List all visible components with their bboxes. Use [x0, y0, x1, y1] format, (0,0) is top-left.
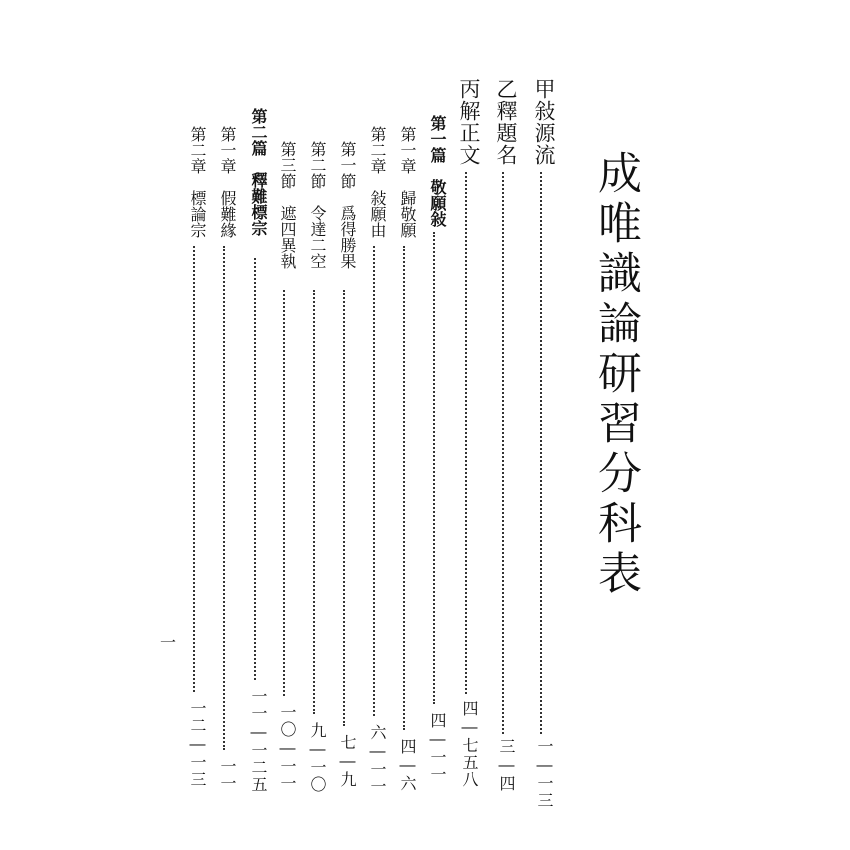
toc-entry-section-1	[336, 0, 358, 850]
leader-dots	[313, 290, 315, 714]
toc-entry-label: 第二篇 釋難標宗	[249, 108, 268, 236]
leader-dots	[540, 172, 542, 734]
leader-dots	[223, 246, 225, 750]
toc-entry-label: 丙解正文	[457, 78, 481, 166]
toc-entry-chapter-2-2	[186, 0, 208, 850]
leader-dots	[283, 290, 285, 696]
toc-entry-page: 一〇―一一	[278, 704, 297, 792]
toc-entry-page: 一二―一三	[188, 700, 207, 788]
toc-entry-yi	[495, 0, 517, 850]
toc-entry-chapter-2-1	[216, 0, 238, 850]
toc-entry-page: 六―一一	[368, 724, 387, 795]
leader-dots	[193, 246, 195, 692]
toc-entry-page: 三―四	[497, 738, 516, 792]
toc-entry-page: 四―一一	[428, 712, 447, 783]
toc-entry-page: 七―九	[338, 734, 357, 788]
toc-entry-chapter-1-1	[396, 0, 418, 850]
toc-entry-label: 甲敍源流	[532, 78, 556, 166]
toc-entry-page: 一―一三	[535, 738, 554, 809]
toc-entry-label: 第一章 假難緣	[218, 126, 237, 238]
leader-dots	[373, 246, 375, 716]
toc-entry-section-2	[306, 0, 328, 850]
toc-entry-jia	[533, 0, 555, 850]
toc-entry-label: 第三節 遮四異執	[278, 141, 297, 269]
toc-entry-label: 第二章 標論宗	[188, 126, 207, 238]
toc-entry-label: 乙釋題名	[494, 78, 518, 166]
toc-entry-page: 四―六	[398, 738, 417, 792]
folio-number: 一	[159, 632, 176, 652]
toc-entry-section-3	[276, 0, 298, 850]
leader-dots	[433, 232, 435, 704]
toc-entry-bing	[458, 0, 480, 850]
leader-dots	[403, 246, 405, 730]
toc-entry-chapter-1-2	[366, 0, 388, 850]
leader-dots	[502, 172, 504, 734]
toc-entry-label: 第一篇 敬願敍	[428, 115, 447, 227]
toc-entry-part-2	[247, 0, 269, 850]
leader-dots	[343, 290, 345, 726]
toc-entry-label: 第一節 爲得勝果	[338, 141, 357, 269]
toc-entry-label: 第二章 敍願由	[368, 126, 387, 238]
toc-entry-page: 四―七五八	[460, 700, 479, 788]
toc-entry-part-1	[426, 0, 448, 850]
toc-entry-page: 一一―一二五	[249, 688, 268, 793]
toc-entry-label: 第一章 歸敬願	[398, 126, 417, 238]
toc-entry-page: 一一	[218, 758, 237, 792]
toc-entry-page: 九―一〇	[308, 722, 327, 793]
leader-dots	[465, 172, 467, 694]
toc-entry-label: 第二節 令達二空	[308, 141, 327, 269]
page-title: 成唯識論研習分科表	[590, 150, 641, 600]
leader-dots	[254, 258, 256, 680]
